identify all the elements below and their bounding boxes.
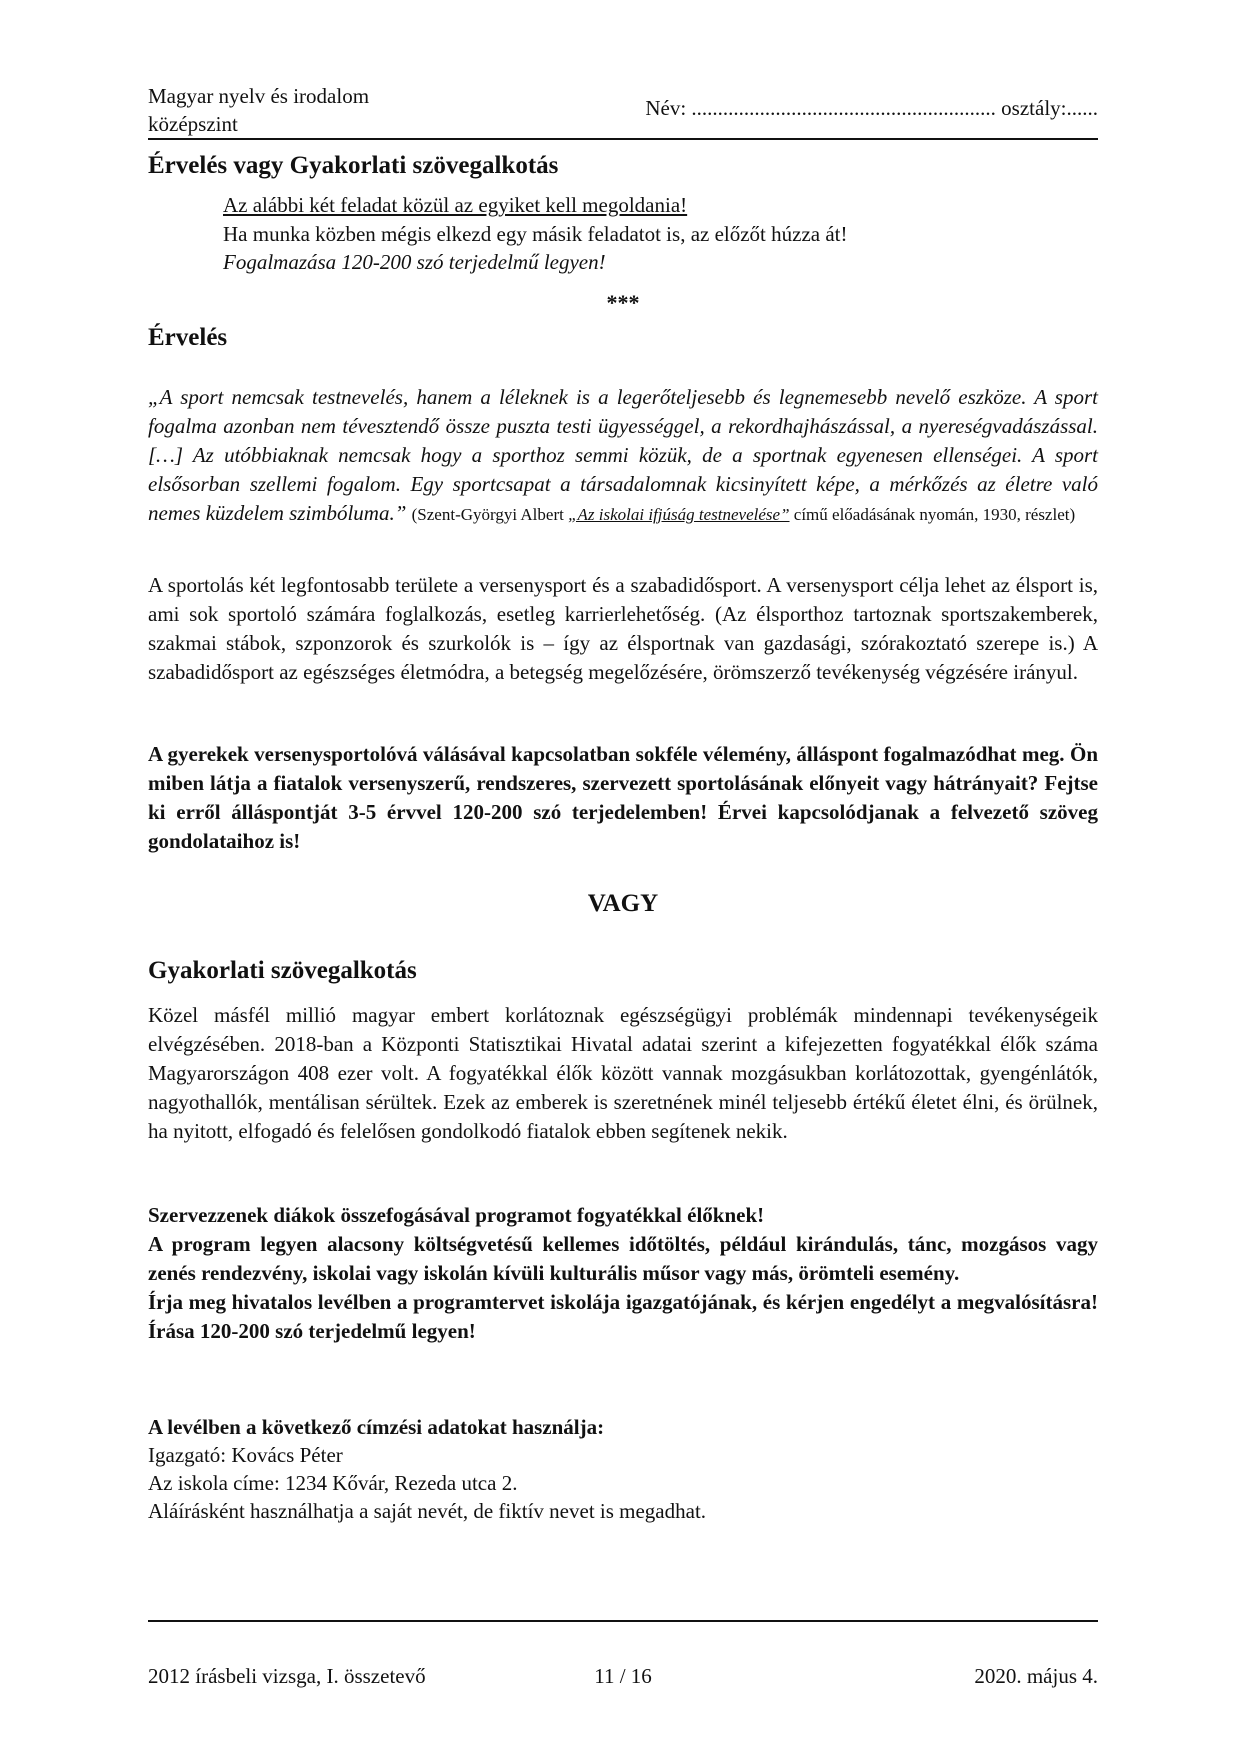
page-header bbox=[148, 80, 1098, 140]
quote-source-tail: című előadásának nyomán, 1930, részlet) bbox=[789, 505, 1076, 524]
exam-page bbox=[148, 0, 1098, 1755]
gyakorlati-task-line-2: A program legyen alacsony költségvetésű kellemes időtöltés, például kirándulás, tánc, mozgásos vagy zenés rendezvény, iskolai vagy iskolán kívüli kulturális műsor vagy más, örömteli esemény. bbox=[148, 1232, 1098, 1285]
gyakorlati-task-line-1: Szervezzenek diákok összefogásával programot fogyatékkal élőknek! bbox=[148, 1203, 765, 1227]
address-line-2: Az iskola címe: 1234 Kővár, Rezeda utca 2. bbox=[148, 1471, 518, 1495]
instruction-line-1: Az alábbi két feladat közül az egyiket kell megoldania! bbox=[223, 193, 688, 217]
quote-source-title: „Az iskolai ifjúság testnevelése” bbox=[568, 505, 790, 524]
page-footer bbox=[148, 1620, 1098, 1688]
erveles-paragraph: A sportolás két legfontosabb területe a versenysport és a szabadidősport. A versenysport célja lehet az élsport is, ami sok sportoló számára foglalkozás, esetleg karrierlehetőség. (Az élsporthoz tartoznak sportszakemberek, szakmai stábok, szponzorok és szurkolók is – így az élsportnak van gazdasági, szórakoztató szerepe is.) A szabadidősport az egészséges életmódra, a betegség megelőzésére, örömszerző tevékenység végzésére irányul. bbox=[148, 573, 1098, 684]
or-divider: VAGY bbox=[587, 890, 659, 917]
footer-page-number: 11 / 16 bbox=[594, 1664, 652, 1688]
separator-stars: *** bbox=[606, 290, 640, 315]
footer-exam-code: 2012 írásbeli vizsga, I. összetevő bbox=[148, 1664, 426, 1688]
main-title: Érvelés vagy Gyakorlati szövegalkotás bbox=[148, 152, 559, 179]
gyakorlati-task bbox=[148, 1201, 1098, 1346]
gyakorlati-title: Gyakorlati szövegalkotás bbox=[148, 957, 417, 984]
name-class-field: Név: .......................................................... osztály:...... bbox=[645, 96, 1098, 120]
instructions bbox=[223, 191, 848, 277]
erveles-quote bbox=[148, 383, 1098, 529]
address-line-1: Igazgató: Kovács Péter bbox=[148, 1443, 343, 1467]
subject-label bbox=[148, 82, 369, 138]
quote-source-author: (Szent-Györgyi Albert bbox=[411, 505, 569, 524]
quote-source bbox=[412, 505, 1076, 524]
quote-text: „A sport nemcsak testnevelés, hanem a léleknek is a legerőteljesebb és legnemesebb nevelő eszköze. A sport fogalma azonban nem tévesztendő össze puszta testi ügyességgel, a rekordhajhászással, a nyereségvadászással. […] Az utóbbiaknak nemcsak hogy a sporthoz semmi közük, de a sportnak egyenesen ellenségei. A sport elsősorban szellemi fogalom. Egy sportcsapat a társadalomnak kicsinyített képe, a mérkőzés az életre való nemes küzdelem szimbóluma.” bbox=[148, 385, 1098, 525]
instruction-line-2: Ha munka közben mégis elkezd egy másik feladatot is, az előzőt húzza át! bbox=[223, 221, 848, 246]
address-heading: A levélben a következő címzési adatokat használja: bbox=[148, 1415, 605, 1439]
address-line-3: Aláírásként használhatja a saját nevét, de fiktív nevet is megadhat. bbox=[148, 1499, 707, 1523]
instruction-line-3: Fogalmazása 120-200 szó terjedelmű legyen! bbox=[223, 250, 606, 274]
gyakorlati-paragraph: Közel másfél millió magyar embert korlátoznak egészségügyi problémák mindennapi tevékenységeik elvégzésében. 2018-ban a Központi Statisztikai Hivatal adatai szerint a kifejezetten fogyatékkal élők száma Magyarországon 408 ezer volt. A fogyatékkal élők között vannak mozgásukban korlátozottak, gyengénlátók, nagyothallók, mentálisan sérültek. Ezek az emberek is szeretnének minél teljesebb értékű életet élni, és örülnek, ha nyitott, elfogadó és felelősen gondolkodó fiatalok ebben segítenek nekik. bbox=[148, 1003, 1098, 1143]
address-block bbox=[148, 1413, 706, 1525]
erveles-title: Érvelés bbox=[148, 324, 228, 351]
subject-line-1: Magyar nyelv és irodalom bbox=[148, 84, 370, 108]
subject-line-2: középszint bbox=[148, 112, 238, 136]
gyakorlati-task-line-3: Írja meg hivatalos levélben a programtervet iskolája igazgatójának, és kérjen engedélyt a megvalósításra! Írása 120-200 szó terjedelmű legyen! bbox=[148, 1290, 1098, 1343]
footer-date: 2020. május 4. bbox=[974, 1664, 1098, 1688]
erveles-task: A gyerekek versenysportolóvá válásával kapcsolatban sokféle vélemény, álláspont fogalmazódhat meg. Ön miben látja a fiatalok versenyszerű, rendszeres, szervezett sportolásának előnyeit vagy hátrányait? Fejtse ki erről álláspontját 3-5 érvvel 120-200 szó terjedelemben! Érvei kapcsolódjanak a felvezető szöveg gondolataihoz is! bbox=[148, 742, 1098, 853]
